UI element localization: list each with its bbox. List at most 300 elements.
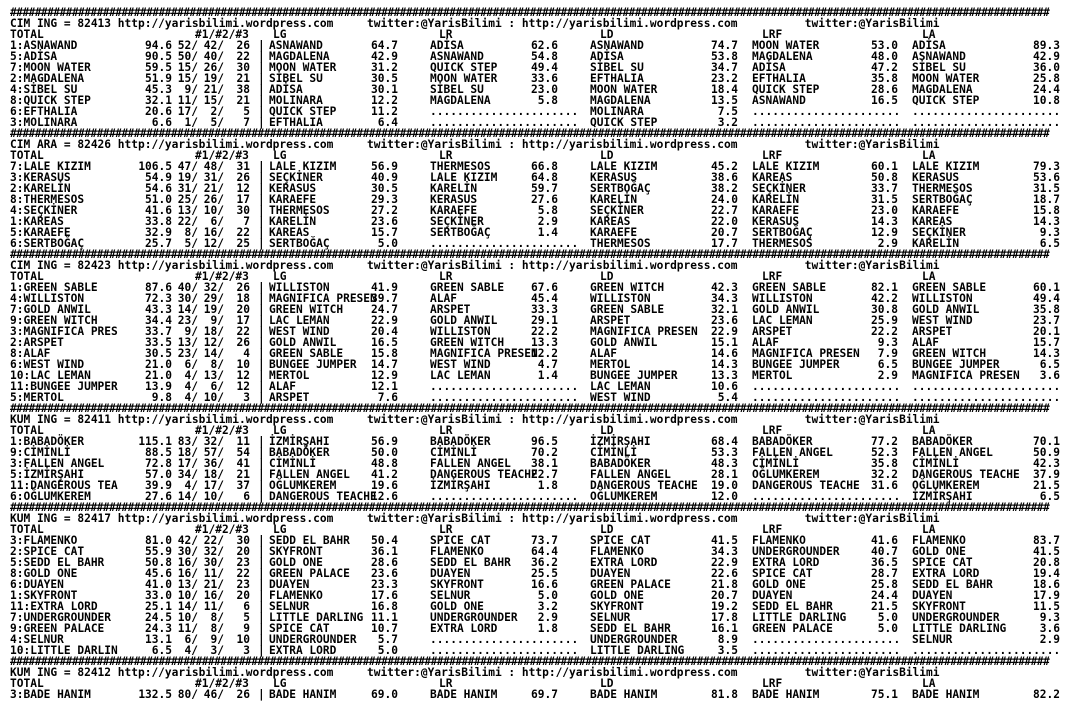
lrf-horse: SERTBOĞAÇ (752, 226, 813, 239)
lr-horse: MAGNIFICA PRESEN (430, 347, 538, 360)
lg-score: 12.2 (371, 94, 398, 107)
placing-2: 2/ (210, 105, 224, 118)
lrf-horse: ...................... (752, 116, 901, 129)
la-horse: MOON WATER (912, 72, 980, 85)
lrf-horse: ARSPET (752, 325, 793, 338)
column-divider: | (258, 534, 265, 547)
placing-2: 21/ (203, 182, 224, 195)
ld-score: 10.6 (711, 380, 738, 393)
horse-name: 6:DUAYEN (10, 578, 64, 591)
lr-horse: SPICE CAT (430, 534, 491, 547)
lg-score: 19.6 (371, 479, 398, 492)
lrf-horse: MAGNIFICA PRESEN (752, 347, 860, 360)
la-horse: SKYFRONT (912, 600, 966, 613)
ld-score: 41.5 (711, 534, 738, 547)
lrf-score: 25.9 (871, 314, 898, 327)
lrf-column-label: LRF (762, 149, 783, 162)
lrf-score: 82.1 (871, 281, 898, 294)
column-divider: | (258, 611, 265, 624)
ld-score: 13.5 (711, 94, 738, 107)
la-score: 36.0 (1033, 61, 1060, 74)
total-score: 33.7 (145, 325, 172, 338)
total-score: 115.1 (138, 435, 172, 448)
race-header: CIM ARA = 82426 http://yarisbilimi.wordpress.com twitter:@YarisBilimi : http://yarisbilimi.wordpress.com twitter:@YarisBilimi (10, 138, 940, 151)
placing-3: 6 (243, 490, 250, 503)
total-score: 24.3 (145, 622, 172, 635)
lg-horse: SPICE CAT (269, 622, 330, 635)
lrf-score: 42.2 (871, 292, 898, 305)
lg-column-label: LG (273, 523, 287, 536)
separator-line: ######################################################################################################################################################################## (10, 502, 1050, 513)
lg-score: 50.0 (371, 446, 398, 459)
horse-name: 1:BABADÖKER (10, 435, 85, 448)
total-score: 25.1 (145, 600, 172, 613)
ld-score: 5.4 (717, 391, 738, 404)
lg-score: 24.7 (371, 303, 398, 316)
placing-2: 18/ (203, 468, 224, 481)
horse-name: 10:LITTLE DARLIN (10, 644, 118, 657)
lr-horse: GOLD ANWIL (430, 314, 498, 327)
placing-1: 22/ (177, 215, 198, 228)
lr-score: 54.8 (531, 50, 558, 63)
horse-name: 11:EXTRA LORD (10, 600, 98, 613)
lrf-score: 5.0 (877, 622, 898, 635)
ld-column-label: LD (600, 149, 614, 162)
lrf-score: 23.0 (871, 204, 898, 217)
table-row (10, 645, 1072, 656)
la-score: 83.7 (1033, 534, 1060, 547)
placing-3: 37 (236, 479, 250, 492)
lg-horse: SEÇKİNER (269, 171, 323, 184)
placing-1: 17/ (177, 105, 198, 118)
lrf-score: 21.5 (871, 600, 898, 613)
lr-score: 1.4 (537, 369, 558, 382)
la-score: 19.4 (1033, 567, 1060, 580)
column-divider: | (258, 105, 265, 118)
placing-1: 30/ (177, 545, 198, 558)
placing-2: 14/ (203, 347, 224, 360)
horse-name: 1:KAREAS (10, 215, 64, 228)
column-divider: | (258, 325, 265, 338)
placing-2: 11/ (203, 600, 224, 613)
ld-score: 32.1 (711, 303, 738, 316)
horse-name: 3:MAGNIFICA PRES (10, 325, 118, 338)
lr-horse: ASNAWAND (430, 50, 484, 63)
lg-horse: MERTOL (269, 369, 310, 382)
ld-horse: ASNAWAND (590, 39, 644, 52)
placing-2: 21/ (203, 578, 224, 591)
lrf-horse: KARAEFE (752, 204, 800, 217)
la-score: 3.6 (1039, 622, 1060, 635)
placing-2: 3/ (210, 644, 224, 657)
lg-score: 40.9 (371, 171, 398, 184)
placing-3: 22 (236, 325, 250, 338)
ld-horse: WILLISTON (590, 292, 651, 305)
lrf-score: 16.5 (871, 94, 898, 107)
separator-line: ######################################################################################################################################################################## (10, 7, 1050, 18)
column-divider: | (258, 589, 265, 602)
horse-name: 2:ARSPET (10, 336, 64, 349)
ld-score: 22.9 (711, 325, 738, 338)
lrf-horse: UNDERGROUNDER (752, 545, 840, 558)
la-horse: SEÇKİNER (912, 226, 966, 239)
lg-score: 12.1 (371, 380, 398, 393)
lr-horse: ...................... (430, 380, 579, 393)
lr-horse: KARELİN (430, 182, 478, 195)
total-score: 51.0 (145, 193, 172, 206)
lr-score: 22.7 (531, 468, 558, 481)
lrf-score: 2.9 (877, 369, 898, 382)
placing-3: 12 (236, 380, 250, 393)
placing-3: 7 (243, 116, 250, 129)
column-divider: | (258, 369, 265, 382)
horse-name: 6:SERTBOĞAÇ (10, 237, 85, 250)
lrf-horse: ASNAWAND (752, 94, 806, 107)
ld-horse: OĞLUMKEREM (590, 490, 658, 503)
lrf-score: 5.0 (877, 611, 898, 624)
la-horse: THERMESOS (912, 182, 973, 195)
lr-score: 1.4 (537, 226, 558, 239)
total-score: 41.6 (145, 204, 172, 217)
table-row (10, 491, 1072, 502)
column-divider: | (258, 347, 265, 360)
la-horse: ...................... (912, 116, 1061, 129)
placing-3: 18 (236, 292, 250, 305)
lg-horse: WILLISTON (269, 281, 330, 294)
horse-name: 10:LAC LEMAN (10, 369, 91, 382)
horse-name: 1:SKYFRONT (10, 589, 78, 602)
lr-horse: SEÇKİNER (430, 215, 484, 228)
la-score: 9.3 (1039, 611, 1060, 624)
horse-name: 1:GREEN SABLE (10, 281, 98, 294)
ld-score: 17.7 (711, 237, 738, 250)
la-horse: MAGNIFICA PRESEN (912, 369, 1020, 382)
lg-score: 50.4 (371, 534, 398, 547)
total-column-label: TOTAL (10, 523, 44, 536)
placing-2: 57/ (203, 446, 224, 459)
lg-horse: SİBEL SU (269, 72, 323, 85)
separator-line: ######################################################################################################################################################################## (10, 403, 1050, 414)
ld-horse: GREEN PALACE (590, 578, 671, 591)
lg-horse: THERMESOS (269, 204, 330, 217)
lrf-score: 52.3 (871, 446, 898, 459)
la-horse: FALLEN ANGEL (912, 446, 993, 459)
placing-2: 31/ (203, 171, 224, 184)
column-divider: | (258, 600, 265, 613)
lg-score: 6.4 (377, 116, 398, 129)
lrf-score: 6.5 (877, 358, 898, 371)
placing-3: 22 (236, 567, 250, 580)
ld-score: 22.6 (711, 567, 738, 580)
lrf-score: 31.5 (871, 193, 898, 206)
lrf-horse: OĞLUMKEREM (752, 468, 820, 481)
lrf-horse: ALAF (752, 336, 779, 349)
lg-score: 29.3 (371, 193, 398, 206)
placing-1: 17/ (177, 457, 198, 470)
column-divider: | (258, 468, 265, 481)
placing-3: 10 (236, 633, 250, 646)
la-score: 24.4 (1033, 83, 1060, 96)
la-horse: ADİSA (912, 39, 946, 52)
lr-score: 5.8 (537, 204, 558, 217)
lr-horse: KERASUS (430, 193, 478, 206)
column-divider: | (258, 391, 265, 404)
lr-score: 73.7 (531, 534, 558, 547)
lr-column-label: LR (439, 677, 453, 690)
ld-horse: WEST WIND (590, 391, 651, 404)
lg-score: 30.5 (371, 72, 398, 85)
lrf-horse: MAGDALENA (752, 50, 813, 63)
ld-horse: MOON WATER (590, 83, 658, 96)
placing-1: 10/ (177, 589, 198, 602)
lr-horse: ...................... (430, 237, 579, 250)
lg-score: 56.9 (371, 435, 398, 448)
placing-2: 21/ (203, 83, 224, 96)
placing-3: 17 (236, 193, 250, 206)
lrf-score: 41.6 (871, 534, 898, 547)
total-score: 90.5 (145, 50, 172, 63)
column-divider: | (258, 303, 265, 316)
lg-horse: DANGEROUS TEACHE (269, 490, 377, 503)
lg-column-label: LG (273, 28, 287, 41)
lrf-horse: KARELİN (752, 193, 800, 206)
lr-score: 29.1 (531, 314, 558, 327)
column-divider: | (258, 215, 265, 228)
placing-1: 31/ (177, 182, 198, 195)
total-score: 132.5 (138, 688, 172, 701)
lr-column-label: LR (439, 523, 453, 536)
ld-horse: ADİSA (590, 50, 624, 63)
lrf-score: 9.3 (877, 336, 898, 349)
total-score: 45.6 (145, 567, 172, 580)
placing-2: 32/ (203, 281, 224, 294)
la-score: 49.4 (1033, 292, 1060, 305)
ld-horse: İZMİRŞAHI (590, 435, 651, 448)
la-column-label: LA (922, 424, 936, 437)
placing-2: 30/ (203, 556, 224, 569)
ld-horse: KARELİN (590, 193, 638, 206)
lrf-horse: BABADÖKER (752, 435, 813, 448)
placing-2: 46/ (203, 688, 224, 701)
ld-horse: MAGDALENA (590, 94, 651, 107)
la-score: 25.8 (1033, 72, 1060, 85)
placing-1: 5/ (184, 237, 198, 250)
table-row (10, 238, 1072, 249)
lr-column-label: LR (439, 270, 453, 283)
lr-score: 16.6 (531, 578, 558, 591)
lrf-score: 30.8 (871, 303, 898, 316)
column-divider: | (258, 457, 265, 470)
lrf-score: 12.9 (871, 226, 898, 239)
placing-3: 41 (236, 457, 250, 470)
lrf-horse: ADİSA (752, 61, 786, 74)
la-horse: ...................... (912, 105, 1061, 118)
la-score: 11.5 (1033, 600, 1060, 613)
horse-name: 8:QUICK STEP (10, 94, 91, 107)
lg-horse: SEDD EL BAHR (269, 534, 350, 547)
lg-score: 23.6 (371, 567, 398, 580)
lg-column-label: LG (273, 677, 287, 690)
ld-horse: THERMESOS (590, 237, 651, 250)
ld-score: 68.4 (711, 435, 738, 448)
lg-horse: KARELİN (269, 215, 317, 228)
placing-1: 42/ (177, 534, 198, 547)
la-horse: KAREAS (912, 215, 953, 228)
placing-3: 4 (243, 347, 250, 360)
lrf-score: 32.2 (871, 468, 898, 481)
column-divider: | (258, 479, 265, 492)
placing-1: 13/ (177, 204, 198, 217)
horse-name: 4:SELNUR (10, 633, 64, 646)
placing-2: 16/ (203, 226, 224, 239)
placing-1: 18/ (177, 446, 198, 459)
ld-score: 14.6 (711, 347, 738, 360)
horse-name: 6:WEST WIND (10, 358, 85, 371)
table-row (10, 392, 1072, 403)
horse-name: 9:GREEN PALACE (10, 622, 105, 635)
la-score: 18.7 (1033, 193, 1060, 206)
ld-score: 3.2 (717, 116, 738, 129)
column-divider: | (258, 435, 265, 448)
lrf-horse: GOLD ONE (752, 578, 806, 591)
total-column-label: TOTAL (10, 28, 44, 41)
la-column-label: LA (922, 677, 936, 690)
lrf-horse: FALLEN ANGEL (752, 446, 833, 459)
horse-name: 11:DANGEROUS TEA (10, 479, 118, 492)
lr-score: 36.2 (531, 556, 558, 569)
lrf-score: 75.1 (871, 688, 898, 701)
horse-name: 6:OĞLUMKEREM (10, 490, 91, 503)
ld-score: 22.9 (711, 556, 738, 569)
la-score: 17.9 (1033, 589, 1060, 602)
placing-1: 11/ (177, 622, 198, 635)
horse-name: 4:SİBEL SU (10, 83, 78, 96)
placing-3: 9 (243, 622, 250, 635)
lg-horse: OĞLUMKEREM (269, 479, 337, 492)
horse-name: 7:GOLD ANWIL (10, 303, 91, 316)
lg-column-label: LG (273, 149, 287, 162)
la-horse: ...................... (912, 644, 1061, 657)
table-row (10, 689, 1072, 700)
ld-score: 28.1 (711, 468, 738, 481)
placing-3: 20 (236, 589, 250, 602)
ld-horse: SPICE CAT (590, 534, 651, 547)
lr-horse: CİMİNLİ (430, 446, 478, 459)
total-score: 94.6 (145, 39, 172, 52)
ld-horse: SERTBOĞAÇ (590, 182, 651, 195)
ld-score: 24.0 (711, 193, 738, 206)
lg-horse: WEST WIND (269, 325, 330, 338)
placings-column-label: #1/#2/#3 (195, 523, 249, 536)
lg-horse: KARAEFE (269, 193, 317, 206)
column-divider: | (258, 314, 265, 327)
lg-horse: GREEN WITCH (269, 303, 344, 316)
ld-score: 74.7 (711, 39, 738, 52)
la-score: 82.2 (1033, 688, 1060, 701)
lrf-horse: ...................... (752, 105, 901, 118)
ld-score: 23.6 (711, 314, 738, 327)
ld-score: 18.4 (711, 83, 738, 96)
lr-horse: WEST WIND (430, 358, 491, 371)
lr-score: 3.2 (537, 600, 558, 613)
total-score: 27.6 (145, 490, 172, 503)
total-score: 54.9 (145, 171, 172, 184)
column-divider: | (258, 160, 265, 173)
lr-horse: GREEN SABLE (430, 281, 505, 294)
lg-score: 31.2 (371, 61, 398, 74)
horse-name: 4:WILLISTON (10, 292, 85, 305)
ld-horse: QUICK STEP (590, 116, 658, 129)
lr-horse: İZMİRŞAHI (430, 479, 491, 492)
la-horse: DUAYEN (912, 589, 953, 602)
placing-2: 19/ (203, 303, 224, 316)
lg-score: 16.8 (371, 600, 398, 613)
ld-score: 21.8 (711, 578, 738, 591)
ld-horse: MOLINARA (590, 105, 644, 118)
lrf-horse: ...................... (752, 380, 901, 393)
total-score: 88.5 (145, 446, 172, 459)
lg-horse: UNDERGROUNDER (269, 633, 357, 646)
lr-horse: ...................... (430, 391, 579, 404)
placing-2: 48/ (203, 160, 224, 173)
lr-score: 49.4 (531, 61, 558, 74)
ld-column-label: LD (600, 28, 614, 41)
total-score: 41.0 (145, 578, 172, 591)
lrf-horse: WILLISTON (752, 292, 813, 305)
lg-score: 22.9 (371, 314, 398, 327)
total-score: 59.5 (145, 61, 172, 74)
placing-3: 5 (243, 611, 250, 624)
ld-horse: DANGEROUS TEACHE (590, 479, 698, 492)
la-score: 6.5 (1039, 490, 1060, 503)
column-divider: | (258, 490, 265, 503)
placing-2: 29/ (203, 292, 224, 305)
la-score: 6.5 (1039, 237, 1060, 250)
lrf-score: 33.7 (871, 182, 898, 195)
lrf-score: 28.6 (871, 83, 898, 96)
la-horse: OĞLUMKEREM (912, 479, 980, 492)
lr-horse: LALE KIZIM (430, 171, 498, 184)
la-score: 21.5 (1033, 479, 1060, 492)
la-score: 20.1 (1033, 325, 1060, 338)
separator-line: ######################################################################################################################################################################## (10, 656, 1050, 667)
lr-score: 2.9 (537, 215, 558, 228)
la-score: 14.3 (1033, 215, 1060, 228)
placing-1: 11/ (177, 94, 198, 107)
ld-score: 53.3 (711, 446, 738, 459)
placing-2: 11/ (203, 567, 224, 580)
total-score: 51.9 (145, 72, 172, 85)
placing-1: 4/ (184, 369, 198, 382)
la-horse: ...................... (912, 380, 1061, 393)
la-score: 3.6 (1039, 369, 1060, 382)
la-horse: GOLD ANWIL (912, 303, 980, 316)
total-score: 81.0 (145, 534, 172, 547)
lg-horse: SERTBOĞAÇ (269, 237, 330, 250)
ld-horse: LITTLE DARLING (590, 644, 685, 657)
placing-3: 6 (243, 600, 250, 613)
horse-name: 3:FLAMENKO (10, 534, 78, 547)
lg-score: 69.0 (371, 688, 398, 701)
lg-score: 23.6 (371, 215, 398, 228)
ld-horse: BABADÖKER (590, 457, 651, 470)
la-horse: İZMİRŞAHI (912, 490, 973, 503)
lrf-horse: ...................... (752, 490, 901, 503)
column-divider: | (258, 292, 265, 305)
la-score: 79.3 (1033, 160, 1060, 173)
la-horse: ARSPET (912, 325, 953, 338)
ld-horse: EXTRA LORD (590, 556, 658, 569)
